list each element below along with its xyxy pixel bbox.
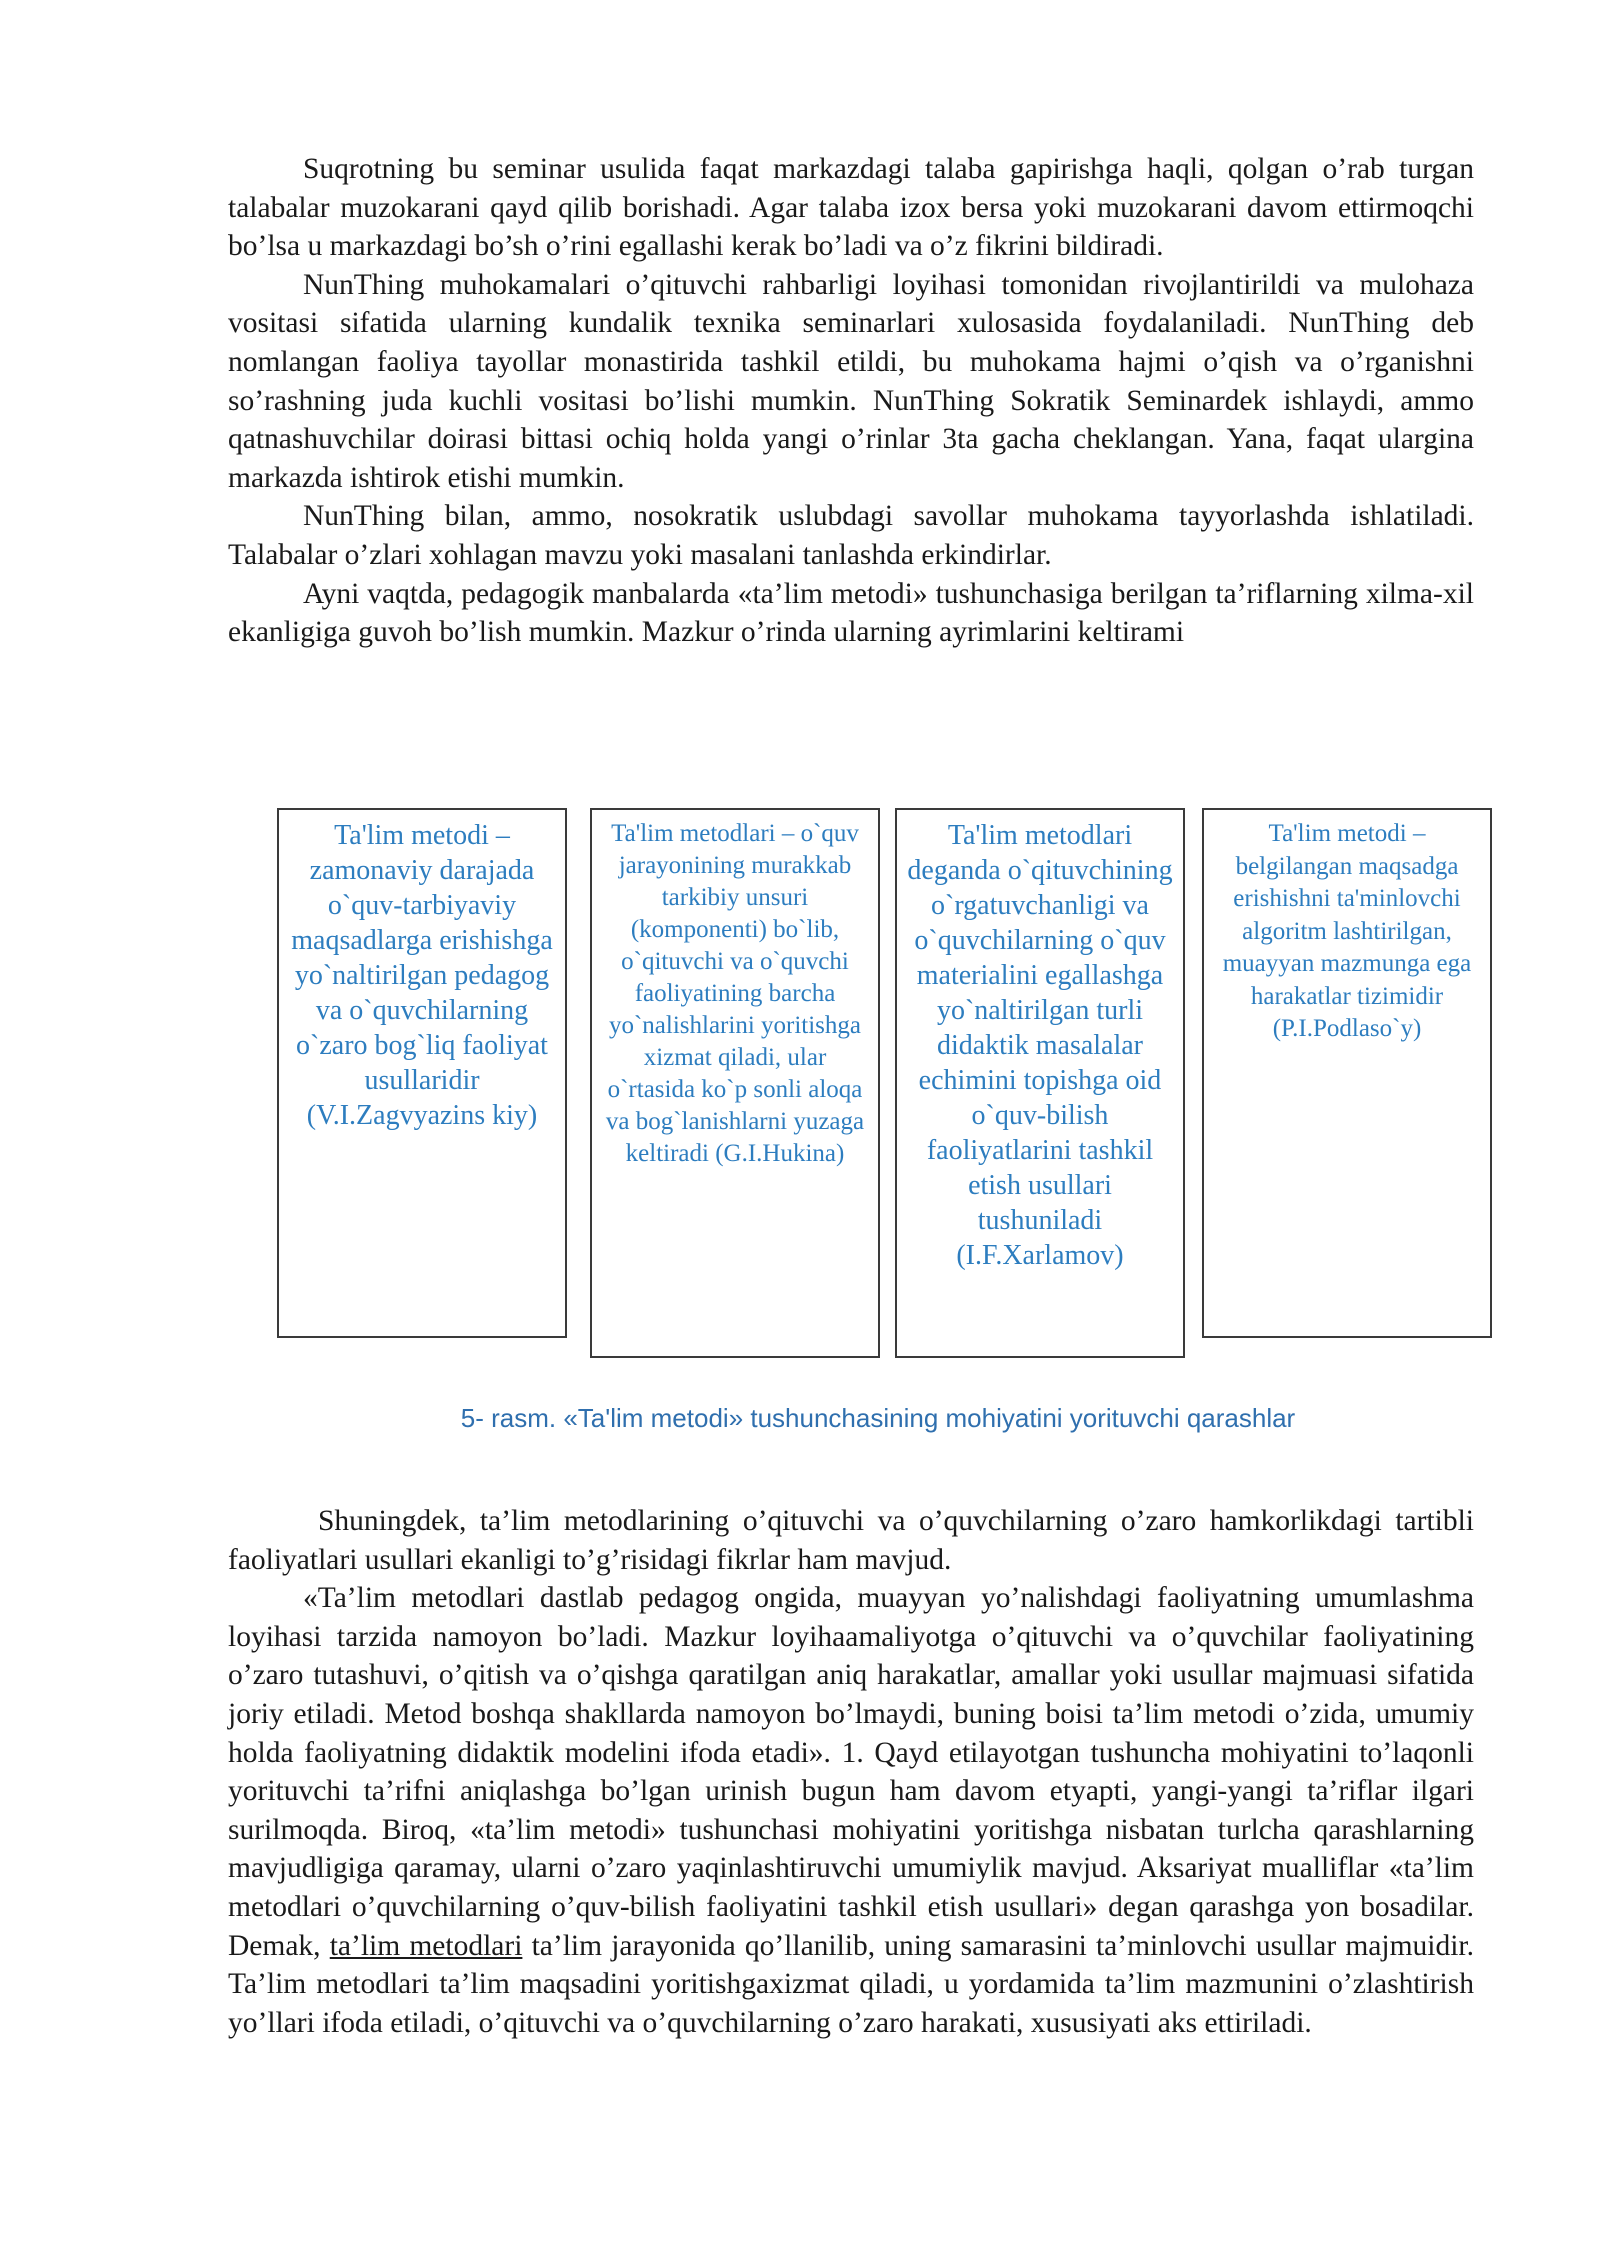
definition-text: Ta'lim metodlari – o`quv jarayonining murakkab tarkibiy unsuri (komponenti) bo`lib, o`qituvchi va o`quvchi faoliyatining barcha yo`nalishlarini yoritishga xizmat qiladi, ular o`rtasida ko`p sonli aloqa va bog`lanishlarni yuzaga keltiradi (G.I.Hukina) [605, 820, 865, 1167]
paragraph-socratic-seminar: Suqrotning bu seminar usulida faqat markazdagi talaba gapirishga haqli, qolgan o’rab turgan talabalar muzokarani qayd qilib borishadi. Agar talaba izox bersa yoki muzokarani davom ettirmoqchi bo’lsa u markazdagi bo’sh o’rini egallashi kerak bo’ladi va o’z fikrini bildiradi. [228, 153, 1474, 263]
top-text-block [228, 150, 1474, 652]
paragraph-cooperation: Shuningdek, ta’lim metodlarining o’qituvchi va o’quvchilarning o’zaro hamkorlikdagi tartibli faoliyatlari usullari ekanligi to’g’risidagi fikrlar ham mavjud. [228, 1505, 1474, 1576]
paragraph-text-part: «Ta’lim metodlari dastlab pedagog ongida, muayyan yo’nalishdagi faoliyatning umumlashma loyihasi tarzida namoyon bo’ladi. Mazkur loyihaamaliyotga o’qituvchi va o’quvchilar faoliyatining o’zaro tutashuvi, o’qitish va o’qishga qaratilgan aniq harakatlar, amallar yoki usullar majmuasi sifatida joriy etiladi. Metod boshqa shakllarda namoyon bo’lmaydi, buning boisi ta’lim metodi o’zida, umumiy holda faoliyatning didaktik modelini ifoda etadi». 1. Qayd etilayotgan tushuncha mohiyatini to’laqonli yorituvchi ta’rifni aniqlashga bo’lgan urinish bugun ham davom etyapti, yangi-yangi ta’riflar ilgari surilmoqda. Biroq, «ta’lim metodi» tushunchasi mohiyatini yoritishga nisbatan turlcha qarashlarning mavjudligiga qaramay, ularni o’zaro yaqinlashtiruvchi umumiylik mavjud. Aksariyat mualliflar «ta’lim metodlari o’quvchilarning o’quv-bilish faoliyatini tashkil etish usullari» degan qarashga yon bosadilar. Demak, [228, 1582, 1474, 1962]
figure-caption: 5- rasm. «Ta'lim metodi» tushunchasining mohiyatini yorituvchi qarashlar [460, 1403, 1296, 1433]
definition-box-xarlamov [895, 808, 1185, 1358]
paragraph-definitions-intro: Ayni vaqtda, pedagogik manbalarda «ta’lim metodi» tushunchasiga berilgan ta’riflarning xilma-xil ekanligiga guvoh bo’lish mumkin. Mazkur o’rinda ularning ayrimlarini keltirami [228, 577, 1474, 649]
bottom-text-block [228, 1502, 1474, 2042]
definitions-figure [277, 808, 1497, 1360]
definition-text: Ta'lim metodlari deganda o`qituvchining o`rgatuvchanligi va o`quvchilarning o`quv materialini egallashga yo`naltirilgan turli didaktik masalalar echimini topishga oid o`quv-bilish faoliyatlarini tashkil etish usullari tushuniladi (I.F.Xarlamov) [907, 820, 1173, 1271]
definition-box-podlasoy [1202, 808, 1492, 1338]
underlined-term: ta’lim metodlari [329, 1929, 523, 1962]
definition-box-zagvyazinskiy [277, 808, 567, 1338]
definition-text: Ta'lim metodi – belgilangan maqsadga erishishni ta'minlovchi algoritm lashtirilgan, muayyan mazmunga ega harakatlar tizimidir (P.I.Podlaso`y) [1222, 820, 1472, 1042]
definition-text: Ta'lim metodi – zamonaviy darajada o`quv-tarbiyaviy maqsadlarga erishishga yo`naltirilgan pedagog va o`quvchilarning o`zaro bog`liq faoliyat usullaridir (V.I.Zagvyazins kiy) [291, 820, 553, 1131]
paragraph-nunthing-questions: NunThing bilan, ammo, nosokratik uslubdagi savollar muhokama tayyorlashda ishlatiladi. Talabalar o’zlari xohlagan mavzu yoki masalani tanlashda erkindirlar. [228, 500, 1474, 571]
definition-box-hukina [590, 808, 880, 1358]
paragraph-method-definition [228, 1579, 1474, 2042]
paragraph-nunthing-discussions: NunThing muhokamalari o’qituvchi rahbarligi loyihasi tomonidan rivojlantirildi va mulohaza vositasi sifatida ularning kundalik texnika seminarlari xulosasida foydalaniladi. NunThing deb nomlangan faoliya tayollar monastirida tashkil etildi, bu muhokama hajmi o’qish va o’rganishni so’rashning juda kuchli vositasi bo’lishi mumkin. NunThing Sokratik Seminardek ishlaydi, ammo qatnashuvchilar doirasi bittasi ochiq holda yangi o’rinlar 3ta gacha cheklangan. Yana, faqat ulargina markazda ishtirok etishi mumkin. [228, 268, 1474, 494]
paragraph-text-part: ta’lim jarayonida qo’llanilib, uning samarasini ta’minlovchi usullar majmuidir. Ta’lim metodlari ta’lim maqsadini yoritishgaxizmat qiladi, u yordamida ta’lim mazmunini o’zlashtirish yo’llari ifoda etiladi, o’qituvchi va o’quvchilarning o’zaro harakati, xususiyati aks ettiriladi. [228, 1929, 1475, 2039]
